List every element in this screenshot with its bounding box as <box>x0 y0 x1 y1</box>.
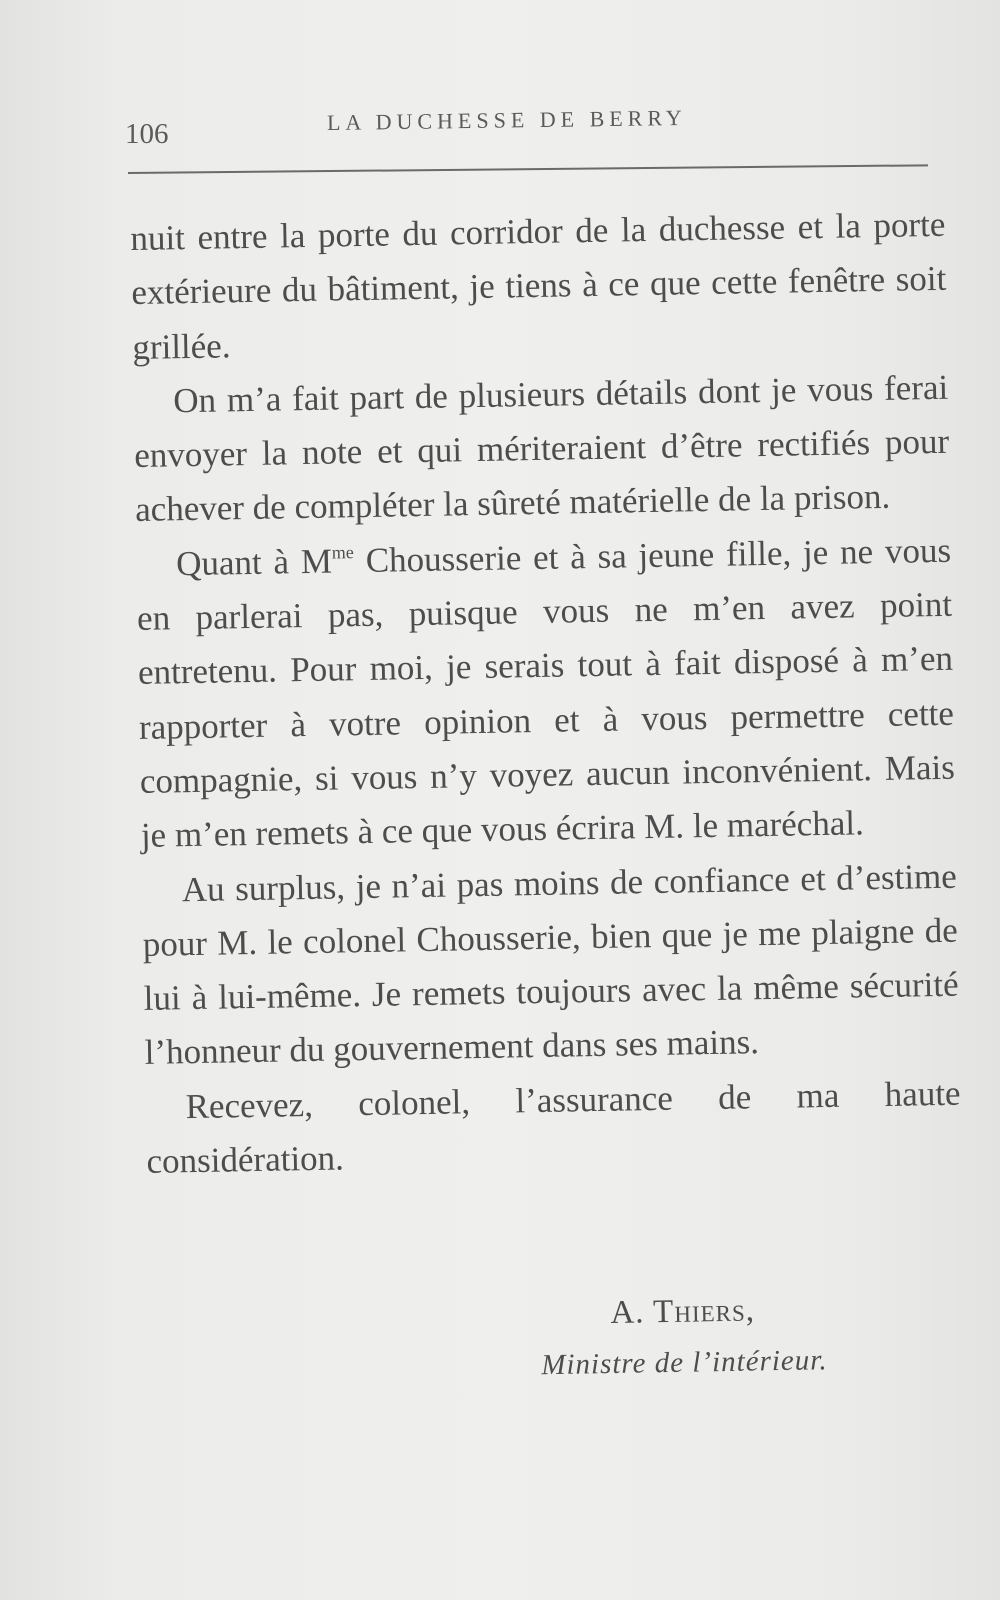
header-rule <box>128 164 928 174</box>
body-text <box>130 198 962 1189</box>
paragraph-2: On m’a fait part de plusieurs détails dont je vous ferai envoyer la note et qui mériteraient d’être rectifiés pour achever de compléter la sûreté matérielle de la prison. <box>133 367 950 530</box>
paragraph-3-start: Quant à M <box>175 541 333 584</box>
paragraph-3-rest: Chousserie et à sa jeune fille, je ne vous en parlerai pas, puisque vous ne m’en avez point entretenu. Pour moi, je serais tout à fait disposé à m’en rapporter à votre opinion et à vous permettre cette compagnie, si vous n’y voyez aucun inconvénient. Mais je m’en remets à ce que vous écrira M. le maréchal. <box>136 530 956 856</box>
paragraph-1: nuit entre la porte du corridor de la duchesse et la porte extérieure du bâtiment, je tiens à ce que cette fenêtre soit grillée. <box>130 204 947 367</box>
page-number: 106 <box>125 118 169 150</box>
signer-name: A. Thiers, <box>610 1292 756 1331</box>
paragraph-3 <box>136 524 957 864</box>
page-header <box>125 104 925 150</box>
signature-block <box>541 1285 912 1384</box>
superscript-abbrev: me <box>331 541 354 563</box>
paragraph-5: Recevez, colonel, l’assurance de ma haute considération. <box>146 1073 961 1181</box>
signer-title: Ministre de l’intérieur. <box>541 1344 828 1382</box>
running-title: LA DUCHESSE DE BERRY <box>326 104 687 135</box>
paragraph-4: Au surplus, je n’ai pas moins de confiance et d’estime pour M. le colonel Chousserie, bien que je me plaigne de lui à lui-même. Je remets toujours avec la même sécurité l’honneur du gouvernement dans ses mains. <box>142 856 959 1073</box>
